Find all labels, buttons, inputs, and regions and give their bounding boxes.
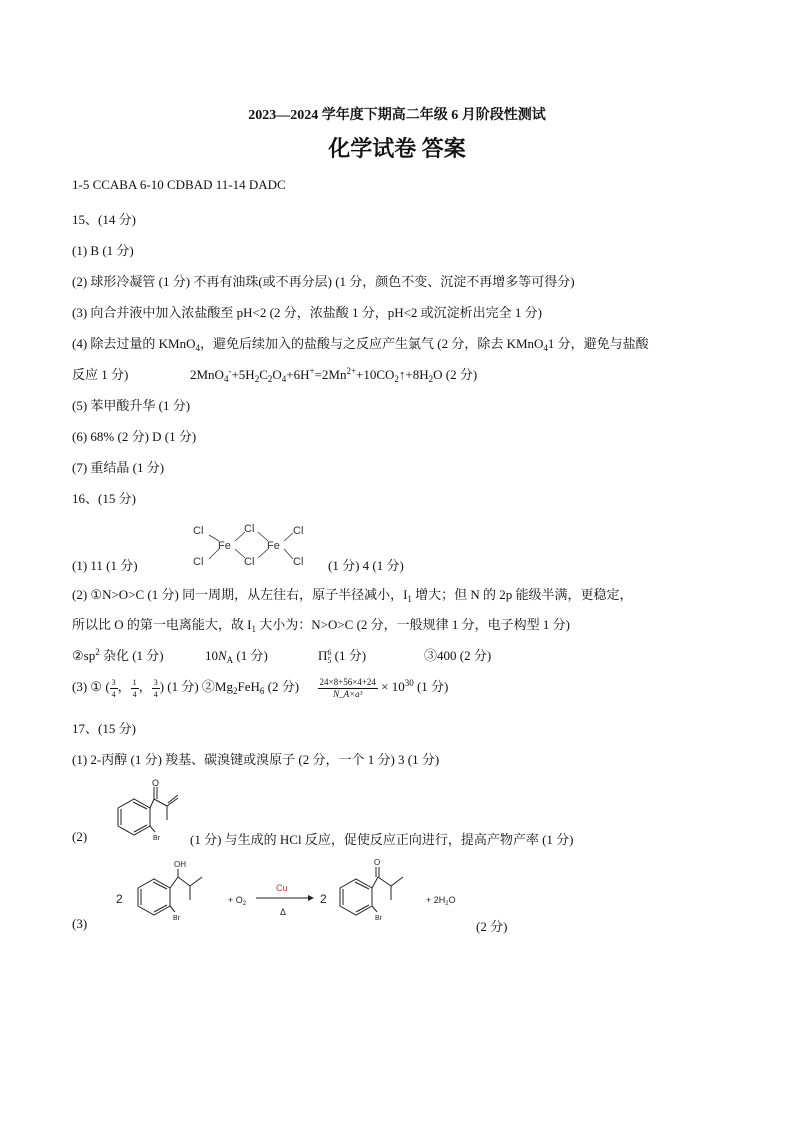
subscript: 1 <box>251 624 256 634</box>
q15-answer-4-line1 <box>72 333 649 353</box>
q16-answer-3: (3) ① ( $\frac{3}{4}$ ， $\frac{1}{4}$ ， $\frac{3}{4}$ ) (1 分) $②Mg_2FeH_6$ (2 分) $\frac{24\times 8+56\times 4+24}{\text{N\_A×a³}}$ × $10^{30}$ (1 分) <box>72 676 449 699</box>
text: (2 分) <box>264 679 300 694</box>
chlorine-atom: Cl <box>293 525 304 537</box>
q17-answer-2-label: (2) <box>72 829 88 844</box>
density-fraction <box>318 677 378 700</box>
eq-part: =2Mn <box>314 367 347 382</box>
text: 杂化 (1 分) <box>99 648 164 663</box>
oxygen-reagent <box>228 895 247 907</box>
subscript: A <box>226 655 234 665</box>
coefficient: 2 <box>320 892 327 906</box>
eq-part: C <box>259 367 268 382</box>
subscript: 2 <box>242 901 247 907</box>
oxygen-atom: O <box>152 778 160 788</box>
q17-heading: 17、(15 分) <box>72 721 136 736</box>
eq-part: +10CO <box>356 367 395 382</box>
q16-answer-1-pre: (1) 11 (1 分) <box>72 558 138 573</box>
text: + O <box>228 895 243 905</box>
oxidation-reaction-scheme <box>108 855 528 935</box>
eq-part: +5H <box>231 367 255 382</box>
q15-answer-3: (3) 向合并液中加入浓盐酸至 pH<2 (2 分，浓盐酸 1 分，pH<2 或沉淀析出完全 1 分) <box>72 305 543 320</box>
hydroxyl-group: OH <box>174 860 186 869</box>
q16-sigma-bonds <box>205 645 268 665</box>
subscript: 4 <box>223 374 229 384</box>
water-product <box>426 895 456 907</box>
superscript: 6 <box>327 648 332 658</box>
subscript: 2 <box>445 901 449 907</box>
page-title: 化学试卷 答案 <box>328 136 466 161</box>
q16-hybridization <box>72 645 164 664</box>
eq-part: O (2 分) <box>433 367 478 382</box>
iron-atom: Fe <box>267 540 280 552</box>
q16-heading: 16、(15 分) <box>72 491 136 506</box>
q15-redox-equation <box>190 364 477 384</box>
q15-answer-5: (5) 苯甲酸升华 (1 分) <box>72 398 191 413</box>
text: (1 分) <box>331 648 367 663</box>
eq-part: O <box>272 367 282 382</box>
exam-title: 2023—2024 学年度下期高二年级 6 月阶段性测试 <box>248 108 546 123</box>
coordinate-fraction <box>131 677 139 700</box>
bromine-atom: Br <box>173 915 180 922</box>
q16-answer-2-line2 <box>72 614 570 634</box>
denominator: 4 <box>132 689 137 699</box>
chlorine-atom: Cl <box>293 556 304 568</box>
q17-answer-3-score: (2 分) <box>476 919 508 934</box>
avogadro-symbol: N <box>218 648 227 663</box>
heat-symbol: Δ <box>280 907 287 917</box>
bromine-atom: Br <box>375 915 382 922</box>
subscript: 1 <box>407 594 412 604</box>
subscript: 5 <box>327 656 332 666</box>
arrow-head <box>308 895 314 901</box>
fe2cl6-structure <box>185 517 315 569</box>
coordinate-fraction <box>152 677 160 700</box>
text: ，避免后续加入的盐酸与之反应产生氯气 (2 分，除去 KMnO <box>200 336 544 351</box>
numerator: 24×8+56×4+24 <box>319 676 376 687</box>
oxygen-atom: O <box>374 858 381 867</box>
numerator: 1 <box>132 677 137 687</box>
chlorine-atom: Cl <box>193 556 204 568</box>
chlorine-atom: Cl <box>244 523 255 535</box>
text: 增大；但 N 的 2p 能级半满，更稳定， <box>411 587 633 602</box>
text: × 10 <box>381 679 405 694</box>
superscript: - <box>228 366 232 376</box>
denominator: 4 <box>111 689 116 699</box>
q17-answer-2-text: (1 分) 与生成的 HCl 反应，促使反应正向进行，提高产物产率 (1 分) <box>190 832 574 847</box>
subscript: 2 <box>428 374 434 384</box>
coefficient: 2 <box>116 892 123 906</box>
text: 大小为：N>O>C (2 分，一般规律 1 分，电子构型 1 分) <box>255 617 570 632</box>
q15-answer-2: (2) 球形冷凝管 (1 分) 不再有油珠(或不再分层) (1 分，颜色不变、沉淀不再增多等可得分) <box>72 274 575 289</box>
eq-part: +6H <box>286 367 310 382</box>
subscript: 2 <box>394 374 399 384</box>
text: ②sp <box>72 648 96 663</box>
text: (3) ① ( <box>72 679 110 694</box>
q17-answer-1: (1) 2-丙醇 (1 分) 羧基、碳溴键或溴原子 (2 分，一个 1 分) 3 (1 分) <box>72 752 440 767</box>
text: 1 分，避免与盐酸 <box>547 336 649 351</box>
superscript: + <box>309 366 315 376</box>
q15-answer-4-line2: 反应 1 分) <box>72 367 129 382</box>
superscript: 2+ <box>346 366 357 376</box>
q17-answer-3-label: (3) <box>72 916 88 931</box>
q16-pi-bond <box>318 645 366 665</box>
text: ) (1 分) ②Mg <box>159 679 233 694</box>
coordinate-fraction <box>110 677 118 700</box>
text: O <box>448 895 456 905</box>
text: + 2H <box>426 895 446 905</box>
text: (1 分) <box>413 679 449 694</box>
text: (4) 除去过量的 KMnO <box>72 336 196 351</box>
superscript: 2 <box>95 647 100 657</box>
text: 10 <box>205 648 218 663</box>
pi-symbol: Π <box>318 648 328 663</box>
numerator: 3 <box>153 677 158 687</box>
chlorine-atom: Cl <box>193 525 204 537</box>
denominator: N_A×a³ <box>333 688 363 699</box>
denominator: 4 <box>153 689 158 699</box>
text: (1 分) <box>233 648 268 663</box>
q16-answer-2-line1 <box>72 584 633 604</box>
subscript: 2 <box>232 686 238 696</box>
subscript: 2 <box>267 374 273 384</box>
text: FeH <box>237 679 260 694</box>
q15-answer-7: (7) 重结晶 (1 分) <box>72 460 165 475</box>
eq-part: ↑+8H <box>398 367 429 382</box>
q15-heading: 15、(14 分) <box>72 212 136 227</box>
subscript: 4 <box>281 374 287 384</box>
subscript: 6 <box>259 686 265 696</box>
bromine-atom: Br <box>153 835 160 842</box>
text: (2) ①N>O>C (1 分) 同一周期，从左往右，原子半径减小，I <box>72 587 408 602</box>
numerator: 3 <box>111 677 116 687</box>
subscript: 4 <box>195 343 200 353</box>
q15-answer-6: (6) 68% (2 分) D (1 分) <box>72 429 197 444</box>
text: 所以比 O 的第一电离能大，故 I <box>72 617 252 632</box>
iron-atom: Fe <box>218 540 231 552</box>
q16-answer-1-post: (1 分) 4 (1 分) <box>328 558 404 573</box>
exponent: 30 <box>404 678 414 688</box>
choice-answers: 1-5 CCABA 6-10 CDBAD 11-14 DADC <box>72 177 286 192</box>
chlorine-atom: Cl <box>244 556 255 568</box>
catalyst-label: Cu <box>276 883 288 893</box>
bromophenyl-enone-structure <box>100 778 180 844</box>
subscript: 2 <box>254 374 260 384</box>
eq-part: 2MnO <box>190 367 224 382</box>
q16-answer-2-part3: ③400 (2 分) <box>424 648 492 663</box>
q15-answer-1: (1) B (1 分) <box>72 243 134 258</box>
subscript: 4 <box>543 343 548 353</box>
